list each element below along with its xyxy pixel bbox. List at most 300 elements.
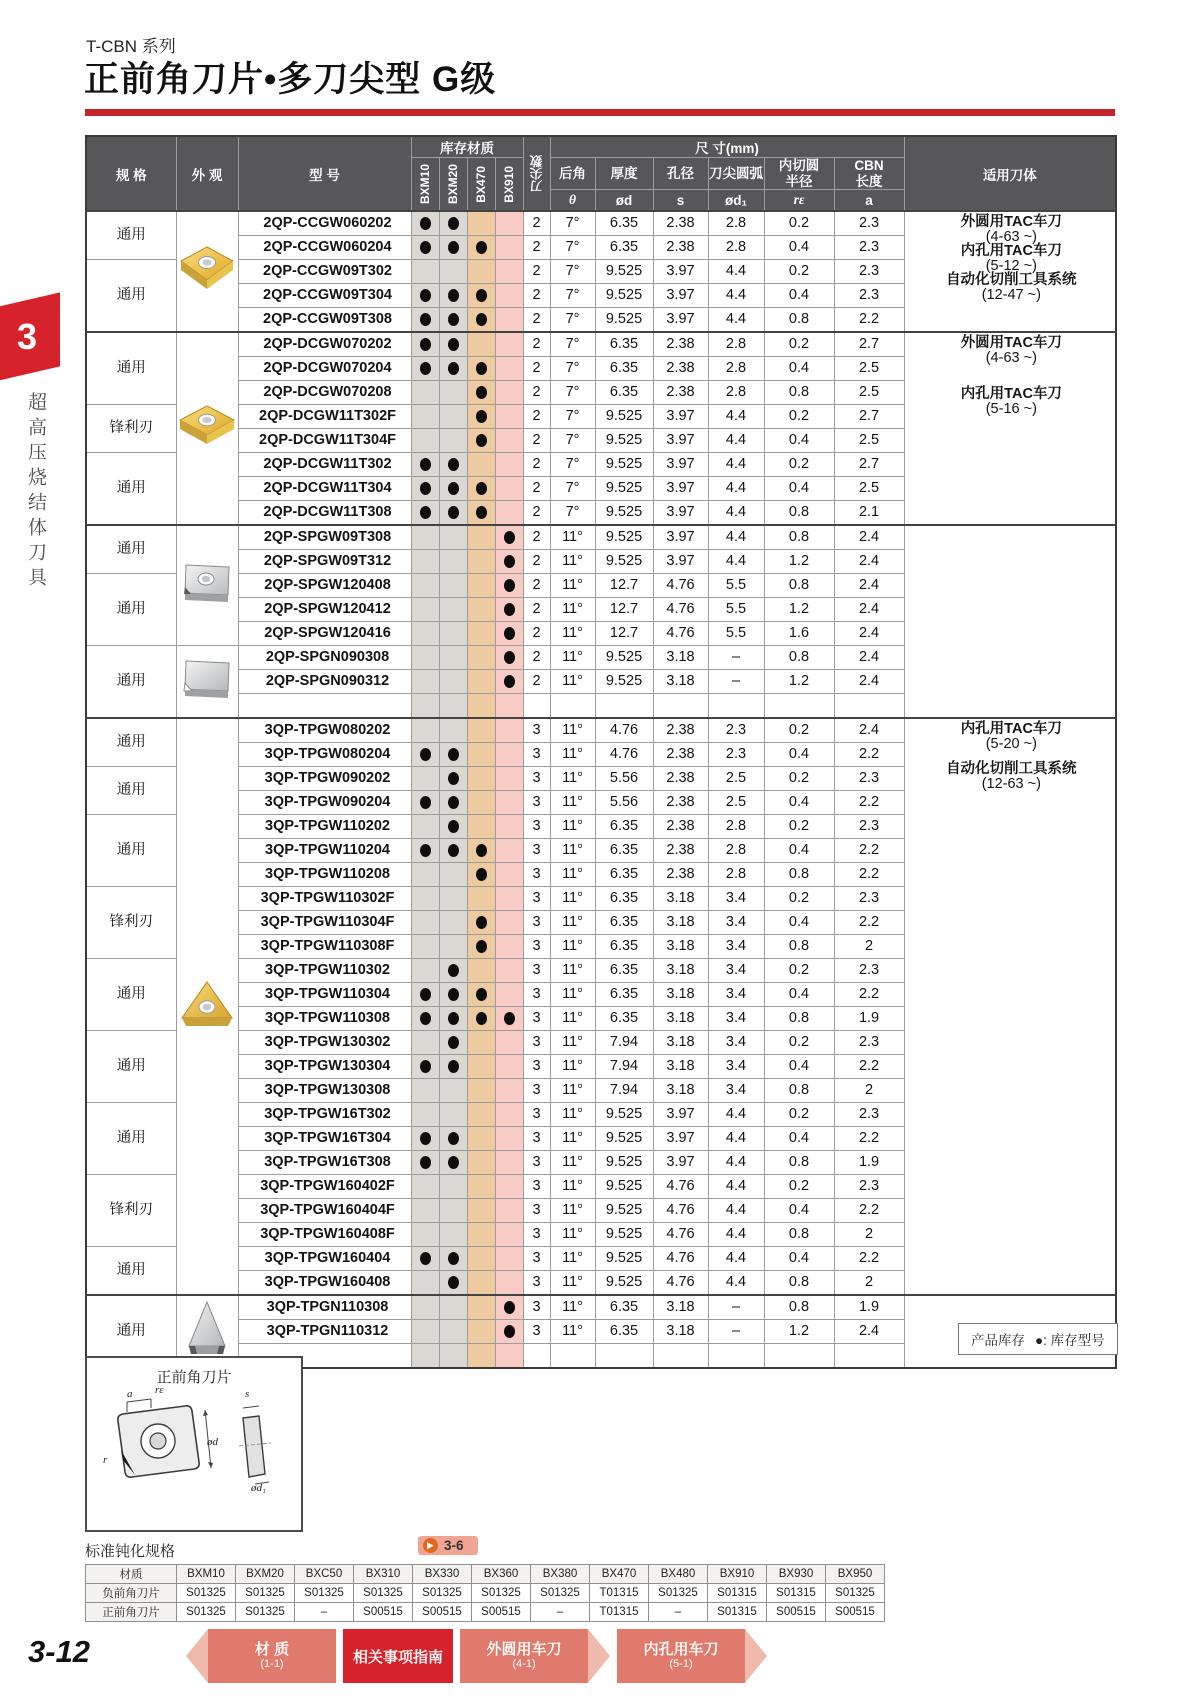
stock-dot-icon <box>448 313 459 326</box>
thickness-cell: 12.7 <box>595 574 653 598</box>
stock-dot-cell <box>439 839 467 863</box>
honing-row <box>86 1584 885 1603</box>
page-number: 3-12 <box>28 1634 91 1669</box>
stock-dot-cell <box>411 1007 439 1031</box>
rear-angle-cell: 11° <box>550 911 595 935</box>
honing-value-cell: T01315 <box>590 1584 649 1603</box>
corner-radius-cell: 4.4 <box>708 1247 764 1271</box>
stock-dot-cell <box>411 815 439 839</box>
stock-dot-cell <box>439 1199 467 1223</box>
sym-od1: ød₁ <box>708 190 764 212</box>
rear-angle-cell: 7° <box>550 405 595 429</box>
cbn-length-cell: 2.2 <box>834 1055 904 1079</box>
hole-dia-cell: 2.38 <box>653 815 708 839</box>
stock-dot-cell <box>467 863 495 887</box>
cbn-length-cell: 2.2 <box>834 1127 904 1151</box>
hole-dia-cell: 2.38 <box>653 743 708 767</box>
stock-dot-cell <box>467 1271 495 1296</box>
cbn-length-cell: 2.4 <box>834 598 904 622</box>
thickness-cell: 7.94 <box>595 1055 653 1079</box>
stock-dot-icon <box>476 362 487 375</box>
stock-dot-cell <box>439 1055 467 1079</box>
inscribed-radius-cell: 0.8 <box>764 1151 834 1175</box>
cbn-length-cell: 1.9 <box>834 1151 904 1175</box>
rear-angle-cell: 11° <box>550 1031 595 1055</box>
cbn-length-cell: 2.3 <box>834 1031 904 1055</box>
thickness-cell <box>595 1344 653 1369</box>
stock-dot-icon <box>448 1156 459 1169</box>
cbn-length-cell: 2.7 <box>834 332 904 357</box>
hole-dia-cell: 3.18 <box>653 1031 708 1055</box>
stock-dot-icon <box>448 1060 459 1073</box>
stock-dot-icon <box>448 1036 459 1049</box>
stock-dot-cell <box>411 550 439 574</box>
stock-dot-cell <box>467 1344 495 1369</box>
cbn-length-cell <box>834 694 904 719</box>
thickness-cell: 6.35 <box>595 815 653 839</box>
corner-radius-cell: – <box>708 1320 764 1344</box>
stock-dot-cell <box>467 670 495 694</box>
stock-dot-cell <box>467 983 495 1007</box>
hole-dia-cell: 4.76 <box>653 574 708 598</box>
inscribed-radius-cell: 0.2 <box>764 718 834 743</box>
insert-diagram-box <box>85 1356 303 1532</box>
stock-dot-cell <box>439 477 467 501</box>
col-header-material-bxm20: BXM20 <box>439 158 467 212</box>
hole-dia-cell <box>653 1344 708 1369</box>
cbn-length-cell: 2.4 <box>834 574 904 598</box>
rear-angle-cell: 11° <box>550 1079 595 1103</box>
tips-count-cell: 3 <box>523 1127 550 1151</box>
stock-dot-icon <box>504 675 515 688</box>
corner-radius-cell: 4.4 <box>708 1271 764 1296</box>
stock-dot-icon <box>420 289 431 302</box>
tips-count-cell: 2 <box>523 236 550 260</box>
inscribed-radius-cell: 1.2 <box>764 1320 834 1344</box>
stock-dot-cell <box>411 1247 439 1271</box>
honing-material-header: BXM10 <box>177 1565 236 1584</box>
stock-dot-cell <box>495 815 523 839</box>
stock-dot-cell <box>495 1055 523 1079</box>
stock-dot-icon <box>476 313 487 326</box>
apply-line: 自动化切削工具系统 <box>946 272 1077 289</box>
corner-radius-cell: 3.4 <box>708 1079 764 1103</box>
hole-dia-cell: 2.38 <box>653 332 708 357</box>
stock-dot-cell <box>439 501 467 526</box>
thickness-cell: 9.525 <box>595 501 653 526</box>
cbn-length-cell: 2.3 <box>834 284 904 308</box>
apply-holder-cell <box>904 211 1116 332</box>
hole-dia-cell: 3.97 <box>653 1151 708 1175</box>
stock-dot-cell <box>411 284 439 308</box>
inscribed-radius-cell: 0.2 <box>764 405 834 429</box>
inscribed-radius-cell: 0.8 <box>764 1079 834 1103</box>
corner-radius-cell: 2.8 <box>708 815 764 839</box>
corner-radius-cell <box>708 694 764 719</box>
rear-angle-cell: 7° <box>550 284 595 308</box>
stock-dot-cell <box>411 983 439 1007</box>
honing-value-cell: S01325 <box>531 1584 590 1603</box>
stock-dot-cell <box>439 863 467 887</box>
stock-dot-icon <box>420 748 431 761</box>
hole-dia-cell: 4.76 <box>653 1271 708 1296</box>
stock-dot-cell <box>495 1320 523 1344</box>
stock-dot-icon <box>420 1132 431 1145</box>
stock-dot-cell <box>495 477 523 501</box>
tips-count-cell: 2 <box>523 381 550 405</box>
model-cell: 2QP-DCGW070204 <box>238 357 411 381</box>
cbn-length-cell: 2.2 <box>834 911 904 935</box>
rear-angle-cell: 11° <box>550 550 595 574</box>
honing-material-header: BXM20 <box>236 1565 295 1584</box>
stock-dot-cell <box>439 357 467 381</box>
stock-dot-cell <box>439 574 467 598</box>
thickness-cell: 6.35 <box>595 863 653 887</box>
hole-dia-cell: 4.76 <box>653 1199 708 1223</box>
sym-od: ød <box>595 190 653 212</box>
stock-dot-cell <box>411 236 439 260</box>
inscribed-radius-cell: 0.2 <box>764 1031 834 1055</box>
col-header-material-bxm10: BXM10 <box>411 158 439 212</box>
stock-dot-icon <box>420 506 431 519</box>
tips-count-cell: 2 <box>523 429 550 453</box>
nav-label: 外圆用车刀 <box>486 1640 562 1658</box>
model-cell: 2QP-SPGW120412 <box>238 598 411 622</box>
inscribed-radius-cell: 0.4 <box>764 284 834 308</box>
diagram-label-od1: ød₁ <box>251 1482 266 1494</box>
side-category-text: 超高压烧结体刀具 <box>25 392 46 592</box>
honing-value-cell: S01325 <box>177 1584 236 1603</box>
stock-dot-cell <box>411 622 439 646</box>
stock-dot-cell <box>467 1127 495 1151</box>
thickness-cell: 6.35 <box>595 983 653 1007</box>
rear-angle-cell: 7° <box>550 332 595 357</box>
model-cell: 2QP-SPGW120416 <box>238 622 411 646</box>
cbn-length-cell: 2.2 <box>834 839 904 863</box>
tips-count-cell: 2 <box>523 284 550 308</box>
stock-dot-icon <box>448 748 459 761</box>
thickness-cell: 6.35 <box>595 935 653 959</box>
stock-dot-cell <box>467 284 495 308</box>
thickness-cell: 9.525 <box>595 1175 653 1199</box>
inscribed-radius-cell: 0.4 <box>764 839 834 863</box>
stock-dot-cell <box>467 815 495 839</box>
stock-dot-cell <box>411 453 439 477</box>
honing-material-header: BXC50 <box>295 1565 354 1584</box>
stock-dot-icon <box>420 1060 431 1073</box>
stock-dot-cell <box>495 1031 523 1055</box>
stock-dot-cell <box>467 694 495 719</box>
honing-value-cell: S01325 <box>177 1603 236 1622</box>
corner-radius-cell: 3.4 <box>708 911 764 935</box>
stock-dot-icon <box>448 362 459 375</box>
corner-radius-cell: 2.3 <box>708 718 764 743</box>
spec-group-label: 通用 <box>86 1247 176 1296</box>
stock-dot-cell <box>495 525 523 550</box>
honing-value-cell: – <box>295 1603 354 1622</box>
inscribed-radius-cell: 0.4 <box>764 1055 834 1079</box>
honing-material-header: BX380 <box>531 1565 590 1584</box>
stock-dot-cell <box>467 718 495 743</box>
spec-group-label: 锋利刃 <box>86 887 176 959</box>
honing-spec-table <box>85 1564 885 1622</box>
rear-angle-cell: 7° <box>550 429 595 453</box>
cbn-length-cell: 2.1 <box>834 501 904 526</box>
nav-internal-turning[interactable] <box>617 1629 767 1683</box>
sym-a: a <box>834 190 904 212</box>
hole-dia-cell: 2.38 <box>653 767 708 791</box>
stock-dot-cell <box>439 1103 467 1127</box>
stock-dot-cell <box>439 935 467 959</box>
cbn-length-cell: 1.9 <box>834 1295 904 1320</box>
stock-dot-cell <box>495 381 523 405</box>
nav-sub: (1-1) <box>260 1658 284 1671</box>
stock-dot-cell <box>439 1007 467 1031</box>
stock-dot-cell <box>495 453 523 477</box>
stock-dot-cell <box>467 767 495 791</box>
stock-dot-cell <box>411 959 439 983</box>
stock-dot-cell <box>411 211 439 236</box>
tips-count-cell: 3 <box>523 839 550 863</box>
page-title: 正前角刀片•多刀尖型 G级 <box>84 60 497 99</box>
model-cell: 2QP-DCGW11T308 <box>238 501 411 526</box>
tips-count-cell: 3 <box>523 1175 550 1199</box>
rear-angle-cell: 11° <box>550 525 595 550</box>
stock-dot-cell <box>467 332 495 357</box>
apply-line: 内孔用TAC车刀 <box>960 721 1062 738</box>
spec-group-label: 通用 <box>86 332 176 405</box>
nav-material[interactable] <box>186 1629 336 1683</box>
tips-count-cell: 3 <box>523 815 550 839</box>
stock-dot-icon <box>448 844 459 857</box>
cbn-length-cell: 2.4 <box>834 550 904 574</box>
stock-dot-icon <box>476 386 487 399</box>
col-header-dims-group: 尺 寸(mm) <box>550 136 904 158</box>
stock-dot-cell <box>467 911 495 935</box>
model-cell: 3QP-TPGW110304F <box>238 911 411 935</box>
stock-dot-cell <box>495 308 523 333</box>
corner-radius-cell: 4.4 <box>708 1199 764 1223</box>
rear-angle-cell: 7° <box>550 236 595 260</box>
tips-count-cell: 3 <box>523 1295 550 1320</box>
thickness-cell: 9.525 <box>595 1199 653 1223</box>
rear-angle-cell <box>550 694 595 719</box>
tips-count-cell: 3 <box>523 1007 550 1031</box>
tips-count-cell: 2 <box>523 598 550 622</box>
stock-dot-icon <box>448 820 459 833</box>
stock-dot-cell <box>411 501 439 526</box>
col-header-thickness: 厚度 <box>595 158 653 190</box>
corner-radius-cell: 5.5 <box>708 622 764 646</box>
rear-angle-cell <box>550 1344 595 1369</box>
model-cell: 3QP-TPGW090204 <box>238 791 411 815</box>
stock-dot-cell <box>467 791 495 815</box>
stock-dot-cell <box>467 1103 495 1127</box>
thickness-cell: 6.35 <box>595 1320 653 1344</box>
hole-dia-cell: 2.38 <box>653 381 708 405</box>
thickness-cell: 4.76 <box>595 718 653 743</box>
cbn-length-cell: 2 <box>834 1079 904 1103</box>
thickness-cell: 6.35 <box>595 959 653 983</box>
stock-dot-cell <box>467 477 495 501</box>
inscribed-radius-cell: 1.2 <box>764 550 834 574</box>
stock-dot-cell <box>467 236 495 260</box>
rear-angle-cell: 11° <box>550 622 595 646</box>
table-row <box>86 718 1116 743</box>
tips-count-cell: 2 <box>523 501 550 526</box>
stock-dot-cell <box>439 211 467 236</box>
stock-dot-cell <box>495 574 523 598</box>
square-gray-insert <box>176 646 238 719</box>
corner-radius-cell: 4.4 <box>708 550 764 574</box>
model-cell: 3QP-TPGW16T308 <box>238 1151 411 1175</box>
nav-label: 相关事项指南 <box>353 1648 444 1666</box>
apply-line: 外圆用TAC车刀 <box>960 214 1062 231</box>
stock-dot-icon <box>420 241 431 254</box>
stock-dot-icon <box>448 964 459 977</box>
thickness-cell: 5.56 <box>595 791 653 815</box>
stock-dot-cell <box>439 236 467 260</box>
stock-dot-cell <box>439 767 467 791</box>
arrow-circle-icon: ▶ <box>423 1538 438 1553</box>
sym-s: s <box>653 190 708 212</box>
inscribed-radius-cell: 0.8 <box>764 1295 834 1320</box>
stock-dot-cell <box>411 791 439 815</box>
rear-angle-cell: 11° <box>550 1295 595 1320</box>
honing-value-cell: S00515 <box>472 1603 531 1622</box>
hole-dia-cell: 2.38 <box>653 791 708 815</box>
stock-dot-icon <box>448 482 459 495</box>
stock-dot-icon <box>420 217 431 230</box>
stock-dot-cell <box>467 622 495 646</box>
stock-dot-cell <box>467 381 495 405</box>
spec-group-label: 通用 <box>86 525 176 574</box>
nav-label: 材 质 <box>254 1640 290 1658</box>
stock-dot-cell <box>495 791 523 815</box>
hole-dia-cell: 2.38 <box>653 236 708 260</box>
stock-dot-cell <box>495 767 523 791</box>
rear-angle-cell: 11° <box>550 1223 595 1247</box>
honing-material-header: BX910 <box>708 1565 767 1584</box>
hole-dia-cell: 3.97 <box>653 308 708 333</box>
hole-dia-cell: 4.76 <box>653 622 708 646</box>
cbn-length-cell: 2.5 <box>834 477 904 501</box>
model-cell: 2QP-CCGW060202 <box>238 211 411 236</box>
tips-count-cell: 3 <box>523 767 550 791</box>
corner-radius-cell: 3.4 <box>708 959 764 983</box>
diagram-label-re: rε <box>155 1384 164 1396</box>
nav-guide[interactable] <box>343 1629 453 1683</box>
inscribed-radius-cell: 1.2 <box>764 598 834 622</box>
stock-dot-cell <box>411 405 439 429</box>
stock-dot-cell <box>467 1007 495 1031</box>
corner-radius-cell: 4.4 <box>708 525 764 550</box>
thickness-cell: 6.35 <box>595 381 653 405</box>
stock-dot-cell <box>495 1271 523 1296</box>
stock-dot-cell <box>495 236 523 260</box>
stock-dot-cell <box>495 1079 523 1103</box>
stock-dot-cell <box>495 211 523 236</box>
model-cell <box>238 694 411 719</box>
stock-dot-icon <box>420 1156 431 1169</box>
stock-dot-cell <box>495 1223 523 1247</box>
inscribed-radius-cell: 0.2 <box>764 260 834 284</box>
model-cell: 3QP-TPGW110304 <box>238 983 411 1007</box>
stock-dot-cell <box>411 357 439 381</box>
model-cell: 3QP-TPGW16T304 <box>238 1127 411 1151</box>
hole-dia-cell: 3.97 <box>653 477 708 501</box>
model-cell: 3QP-TPGW110202 <box>238 815 411 839</box>
cbn-length-cell: 1.9 <box>834 1007 904 1031</box>
stock-dot-icon <box>504 651 515 664</box>
stock-dot-cell <box>467 887 495 911</box>
spec-group-label: 通用 <box>86 959 176 1031</box>
tips-count-cell <box>523 1344 550 1369</box>
apply-line: 外圆用TAC车刀 <box>960 335 1062 352</box>
hole-dia-cell: 4.76 <box>653 598 708 622</box>
apply-line: (5-16 ~) <box>985 400 1037 417</box>
cbn-length-cell: 2.3 <box>834 236 904 260</box>
stock-dot-cell <box>495 694 523 719</box>
stock-dot-cell <box>495 646 523 670</box>
spec-group-label: 通用 <box>86 211 176 260</box>
col-header-material-bx910: BX910 <box>495 158 523 212</box>
nav-external-turning[interactable] <box>460 1629 610 1683</box>
cbn-length-cell: 2.2 <box>834 1199 904 1223</box>
hole-dia-cell: 2.38 <box>653 211 708 236</box>
cbn-length-cell: 2.3 <box>834 887 904 911</box>
stock-dot-cell <box>411 1271 439 1296</box>
col-header-material-bx470: BX470 <box>467 158 495 212</box>
thickness-cell: 9.525 <box>595 429 653 453</box>
rear-angle-cell: 11° <box>550 574 595 598</box>
apply-line: 内孔用TAC车刀 <box>960 243 1062 260</box>
nav-label: 内孔用车刀 <box>643 1640 719 1658</box>
stock-dot-icon <box>420 313 431 326</box>
cbn-length-cell: 2.4 <box>834 525 904 550</box>
stock-dot-cell <box>495 863 523 887</box>
stock-dot-cell <box>467 574 495 598</box>
stock-dot-cell <box>411 381 439 405</box>
rear-angle-cell: 11° <box>550 1320 595 1344</box>
stock-dot-cell <box>467 598 495 622</box>
thickness-cell: 9.525 <box>595 1271 653 1296</box>
model-cell: 3QP-TPGW080202 <box>238 718 411 743</box>
model-cell: 2QP-SPGN090308 <box>238 646 411 670</box>
corner-radius-cell: 2.5 <box>708 791 764 815</box>
inscribed-radius-cell <box>764 694 834 719</box>
honing-value-cell: S01325 <box>472 1584 531 1603</box>
stock-dot-cell <box>439 983 467 1007</box>
corner-radius-cell: 4.4 <box>708 260 764 284</box>
page-link-badge[interactable] <box>418 1536 478 1555</box>
inscribed-radius-cell: 0.2 <box>764 211 834 236</box>
tips-count-cell: 2 <box>523 211 550 236</box>
apply-line: 内孔用TAC车刀 <box>960 386 1062 403</box>
table-row <box>86 211 1116 236</box>
stock-dot-icon <box>504 603 515 616</box>
stock-dot-cell <box>439 911 467 935</box>
cbn-length-cell: 2.3 <box>834 767 904 791</box>
honing-value-cell: S01325 <box>295 1584 354 1603</box>
inscribed-radius-cell <box>764 1344 834 1369</box>
cbn-length-cell: 2.4 <box>834 646 904 670</box>
stock-dot-cell <box>439 1079 467 1103</box>
col-header-apply: 适用刀体 <box>904 136 1116 211</box>
stock-dot-cell <box>467 453 495 477</box>
stock-dot-cell <box>411 935 439 959</box>
inscribed-radius-cell: 0.4 <box>764 743 834 767</box>
